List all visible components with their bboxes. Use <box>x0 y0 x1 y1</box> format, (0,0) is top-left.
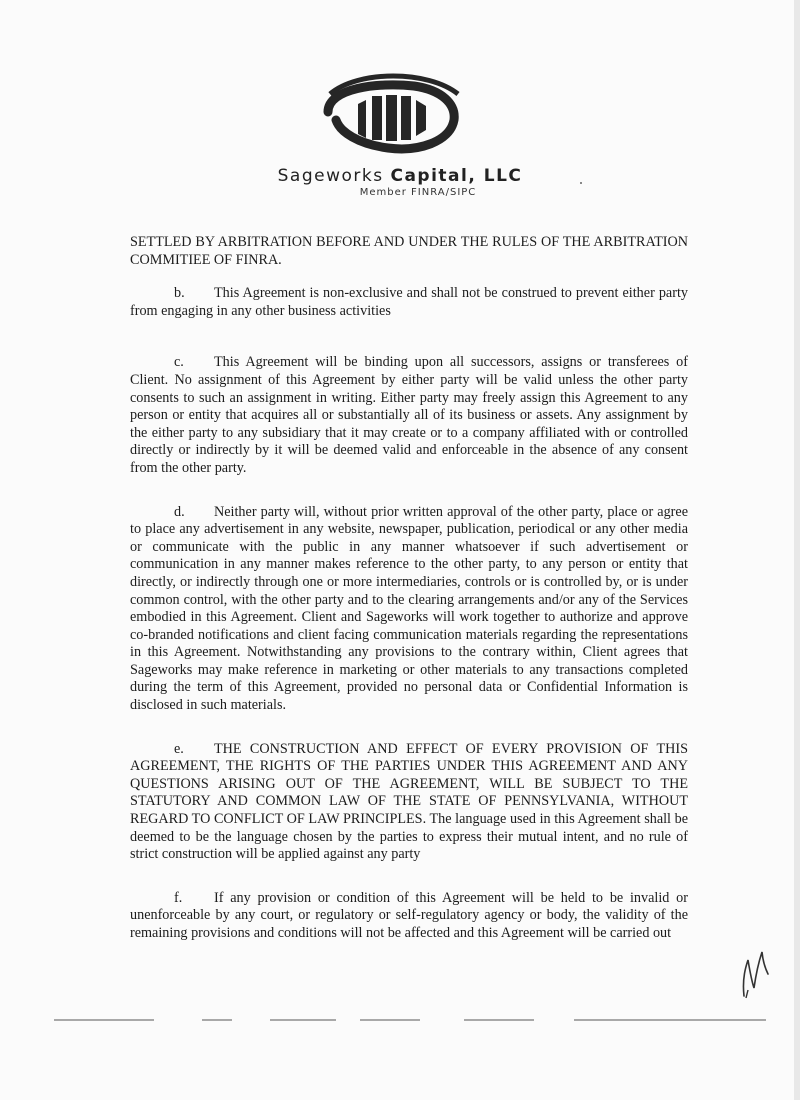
paragraph-letter: b. <box>174 285 185 302</box>
signature-initials <box>738 938 772 1002</box>
member-line: Member FINRA/SIPC <box>359 187 477 198</box>
paragraph-letter: f. <box>174 889 183 906</box>
agreement-text <box>130 234 688 969</box>
paragraph-f <box>130 890 688 943</box>
paragraph-e <box>130 741 688 864</box>
paragraph-body: Neither party will, without prior written approval of the other party, place or agree to place any advertisement in any website, newspaper, publication, periodical or any other media or communicate with the public in any manner whatsoever if such advertisement or communication in any manner makes reference to the other party, to any person or entity that directly, or indirectly through one or more intermediaries, controls or is controlled by, or is under common control, with the other party and to the clearing arrangements and/or any of the Services embodied in this Agreement. Client and Sageworks will work together to authorize and approve co-branded notifications and client facing communication materials regarding the representations in this Agreement. Notwithstanding any provisions to the contrary within, Client agrees that Sageworks may make reference in marketing or other materials to any transactions completed during the term of this Agreement, provided no personal data or Confidential Information is disclosed in such materials. <box>130 503 688 714</box>
paragraph-letter: d. <box>174 503 185 520</box>
paragraph-continuation: SETTLED BY ARBITRATION BEFORE AND UNDER THE RULES OF THE ARBITRATION COMMITIEE OF FINRA. <box>130 234 688 268</box>
paragraph-letter: e. <box>174 740 184 757</box>
paragraph-d <box>130 504 688 715</box>
paragraph-body: THE CONSTRUCTION AND EFFECT OF EVERY PROVISION OF THIS AGREEMENT, THE RIGHTS OF THE PARTIES UNDER THIS AGREEMENT AND ANY QUESTIONS ARISING OUT OF THE AGREEMENT, WILL BE SUBJECT TO THE STATUTORY AND COMMON LAW OF THE STATE OF PENNSYLVANIA, WITHOUT REGARD TO CONFLICT OF LAW PRINCIPLES. The language used in this Agreement shall be deemed to be the language chosen by the parties to express their mutual intent, and no rule of strict construction will be applied against any party <box>130 740 688 863</box>
paragraph-body: This Agreement will be binding upon all successors, assigns or transferees of Client. No assignment of this Agreement by either party will be valid unless the other party consents to such an assignment in writing. Either party may freely assign this Agreement to any person or entity that acquires all or substantially all of its business or assets. Any assignment by the either party to any subsidiary that it may create or to a company affiliated with or controlled directly or indirectly by it will be deemed valid and enforceable in the absence of any consent from the other party. <box>130 354 688 476</box>
company-name-bold: Capital, LLC <box>390 166 523 186</box>
stray-mark <box>580 182 582 184</box>
paragraph-b <box>130 285 688 320</box>
footer-rule <box>54 1018 766 1022</box>
company-name <box>0 166 800 186</box>
paragraph-body: If any provision or condition of this Agreement will be held to be invalid or unenforceable by any court, or regulatory or self-regulatory agency or body, the validity of the remaining provisions and conditions will not be affected and this Agreement will be carried out <box>130 889 688 941</box>
paragraph-letter: c. <box>174 354 184 371</box>
company-name-light: Sageworks <box>277 166 384 186</box>
paragraph-c <box>130 354 688 477</box>
paragraph-body: This Agreement is non-exclusive and shall not be construed to prevent either party from engaging in any other business activities <box>130 285 688 319</box>
page-edge <box>794 0 800 1100</box>
sageworks-logo-icon <box>318 68 466 158</box>
